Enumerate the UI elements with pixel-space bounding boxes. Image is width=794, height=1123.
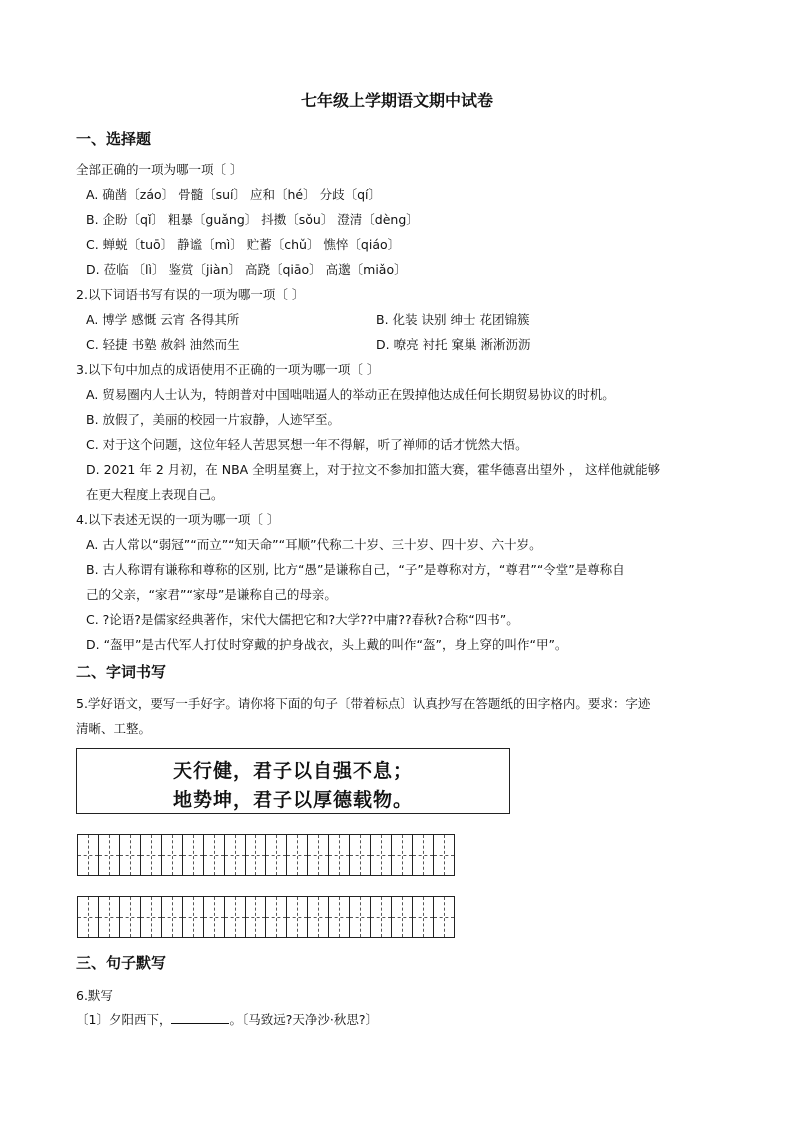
grid-cell[interactable]: [329, 897, 350, 937]
question-1-option-a: A. 确凿〔záo〕 骨髓〔suí〕 应和〔hé〕 分歧〔qí〕: [86, 187, 381, 202]
grid-cell[interactable]: [225, 835, 246, 875]
question-3-option-d: D. 2021 年 2 月初，在 NBA 全明星赛上，对于拉文不参加扣篮大赛，霍华德喜出望外 ， 这样他就能够: [86, 462, 661, 477]
grid-cell[interactable]: [350, 897, 371, 937]
question-2-option-a: A. 博学 感慨 云宵 各得其所: [86, 312, 240, 327]
grid-cell[interactable]: [287, 835, 308, 875]
grid-cell[interactable]: [266, 897, 287, 937]
grid-cell[interactable]: [204, 897, 225, 937]
question-3-option-b: B. 放假了，美丽的校园一片寂静，人迹罕至。: [86, 412, 341, 427]
answer-blank[interactable]: [171, 1011, 229, 1024]
question-1-stem: 全部正确的一项为哪一项〔 〕: [76, 162, 243, 177]
grid-cell[interactable]: [392, 897, 413, 937]
question-6-item-1: [76, 1011, 378, 1029]
grid-cell[interactable]: [141, 835, 162, 875]
grid-cell[interactable]: [413, 835, 434, 875]
question-4-option-b-continued: 己的父亲，“家君”“家母”是谦称自己的母亲。: [86, 587, 337, 602]
grid-cell[interactable]: [392, 835, 413, 875]
grid-cell[interactable]: [350, 835, 371, 875]
grid-cell[interactable]: [99, 897, 120, 937]
grid-cell[interactable]: [434, 897, 454, 937]
grid-cell[interactable]: [287, 897, 308, 937]
page-title: 七年级上学期语文期中试卷: [300, 91, 493, 110]
question-4-option-d: D. “盔甲”是古代军人打仗时穿戴的护身战衣，头上戴的叫作“盔”，身上穿的叫作“甲”。: [86, 637, 568, 652]
grid-cell[interactable]: [434, 835, 454, 875]
question-2-option-d: D. 嘹亮 衬托 窠巢 淅淅沥沥: [376, 337, 531, 352]
question-3-option-c: C. 对于这个问题，这位年轻人苦思冥想一年不得解，听了禅师的话才恍然大悟。: [86, 437, 528, 452]
question-4-stem: 4.以下表述无误的一项为哪一项〔 〕: [76, 512, 280, 527]
question-6-item-1-suffix: 。〔马致远?天净沙·秋思?〕: [229, 1012, 378, 1027]
question-4-option-b: B. 古人称谓有谦称和尊称的区别, 比方“愚”是谦称自己，“子”是尊称对方，“尊君”“令堂”是尊称自: [86, 562, 625, 577]
grid-cell[interactable]: [183, 835, 204, 875]
quote-line-2: 地势坤，君子以厚德载物。: [172, 789, 413, 811]
grid-cell[interactable]: [225, 897, 246, 937]
grid-cell[interactable]: [246, 897, 267, 937]
question-6-stem: 6.默写: [76, 988, 113, 1003]
tianzige-grid-row-2[interactable]: [77, 896, 455, 938]
question-2-option-b: B. 化装 诀别 绅士 花团锦簇: [376, 312, 530, 327]
question-1-option-b: B. 企盼〔qǐ〕 粗暴〔guǎng〕 抖擞〔sǒu〕 澄清〔dèng〕: [86, 212, 419, 227]
question-5-stem: 5.学好语文，要写一手好字。请你将下面的句子〔带着标点〕认真抄写在答题纸的田字格内。要求：字迹: [76, 696, 651, 711]
question-2-stem: 2.以下词语书写有误的一项为哪一项〔 〕: [76, 287, 305, 302]
grid-cell[interactable]: [204, 835, 225, 875]
question-4-option-c: C. ?论语?是儒家经典著作，宋代大儒把它和?大学??中庸??春秋?合称“四书”。: [86, 612, 519, 627]
grid-cell[interactable]: [308, 897, 329, 937]
question-4-option-a: A. 古人常以“弱冠”“而立”“知天命”“耳顺”代称二十岁、三十岁、四十岁、六十岁。: [86, 537, 542, 552]
question-6-item-1-prefix: 〔1〕夕阳西下，: [76, 1012, 172, 1027]
question-1-option-c: C. 蝉蜕〔tuō〕 静谧〔mì〕 贮蓄〔chǔ〕 憔悴〔qiáo〕: [86, 237, 401, 252]
quote-box: [76, 748, 510, 814]
grid-cell[interactable]: [183, 897, 204, 937]
tianzige-grid-row-1[interactable]: [77, 834, 455, 876]
grid-cell[interactable]: [99, 835, 120, 875]
grid-cell[interactable]: [371, 897, 392, 937]
grid-cell[interactable]: [162, 835, 183, 875]
grid-cell[interactable]: [141, 897, 162, 937]
grid-cell[interactable]: [78, 835, 99, 875]
quote-line-1: 天行健，君子以自强不息；: [172, 760, 413, 782]
question-5-stem-continued: 清晰、工整。: [76, 721, 152, 736]
grid-cell[interactable]: [120, 835, 141, 875]
section-heading-choice: 一、选择题: [76, 130, 152, 148]
grid-cell[interactable]: [120, 897, 141, 937]
grid-cell[interactable]: [371, 835, 392, 875]
section-heading-writing: 二、字词书写: [76, 663, 167, 681]
grid-cell[interactable]: [78, 897, 99, 937]
grid-cell[interactable]: [308, 835, 329, 875]
question-3-stem: 3.以下句中加点的成语使用不正确的一项为哪一项〔 〕: [76, 362, 380, 377]
question-1-option-d: D. 莅临 〔lì〕 鉴赏〔jiàn〕 高跷〔qiāo〕 高邈〔miǎo〕: [86, 262, 407, 277]
grid-cell[interactable]: [246, 835, 267, 875]
question-3-option-a: A. 贸易圈内人士认为，特朗普对中国咄咄逼人的举动正在毁掉他达成任何长期贸易协议的时机。: [86, 387, 615, 402]
grid-cell[interactable]: [266, 835, 287, 875]
grid-cell[interactable]: [329, 835, 350, 875]
question-3-option-d-continued: 在更大程度上表现自己。: [86, 487, 224, 502]
grid-cell[interactable]: [162, 897, 183, 937]
grid-cell[interactable]: [413, 897, 434, 937]
question-2-option-c: C. 轻捷 书塾 赦斜 油然而生: [86, 337, 240, 352]
section-heading-recitation: 三、句子默写: [76, 954, 167, 972]
